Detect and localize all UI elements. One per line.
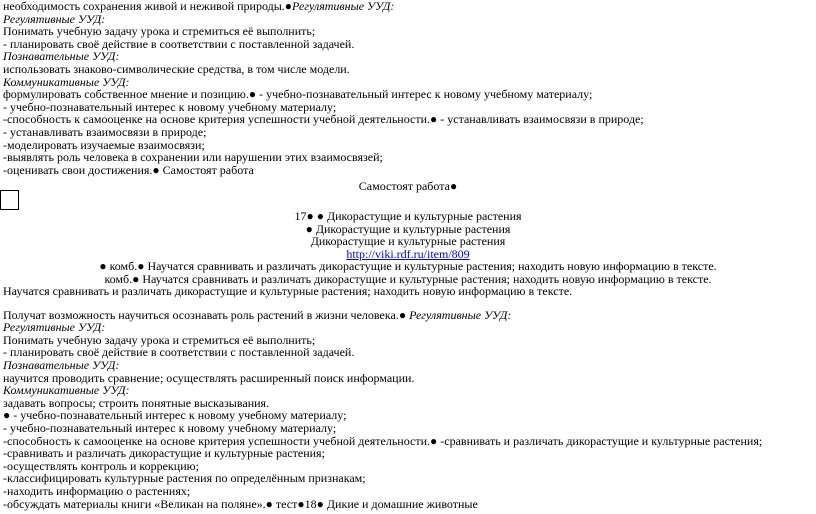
lesson-number: 17 (294, 208, 307, 223)
text-line (0, 498, 816, 511)
line-text: -моделировать изучаемые взаимосвязи; (3, 137, 205, 152)
line-text: -способность к самооценке на основе критерия успешности учебной деятельности. (3, 112, 431, 127)
komb-label-1: комб. (106, 259, 138, 274)
bullet-icon: ● (137, 259, 145, 274)
line-text: - учебно-познавательный интерес к новому учебному материалу; (10, 408, 347, 423)
line-text: - планировать своё действие в соответствии с поставленной задачей. (3, 345, 355, 360)
bullet-icon: ● (132, 271, 140, 286)
line-text: Понимать учебную задачу урока и стремиться её выполнить; (3, 332, 316, 347)
text-line (0, 38, 816, 51)
bullet-icon: ● (152, 162, 160, 177)
line-text: Понимать учебную задачу урока и стремиться её выполнить; (3, 24, 316, 39)
text-line (0, 346, 816, 359)
upper-text-block (0, 0, 816, 176)
centered-line-samost (0, 180, 816, 193)
lesson-heading-2: Дикорастущие и культурные растения (312, 221, 511, 236)
text-line (0, 285, 816, 298)
line-text: - планировать своё действие в соответствии с поставленной задачей. (3, 36, 355, 51)
line-text: -выявлять роль человека в сохранении или нарушении этих взаимосвязей; (3, 150, 383, 165)
bullet-icon: ● (398, 307, 407, 322)
bullet-icon: ● (265, 496, 273, 511)
line-text: -оценивать свои достижения. (3, 162, 153, 177)
line-text: -сравнивать и различать дикорастущие и культурные растения; (3, 446, 325, 461)
bullet-icon: ● (316, 208, 324, 223)
lesson-heading-1: Дикорастущие и культурные растения (323, 208, 522, 223)
text-line (0, 309, 816, 322)
line-text: научится проводить сравнение; осуществлять расширенный поиск информации. (3, 370, 415, 385)
lesson-heading-3: Дикорастущие и культурные растения (310, 234, 506, 249)
line-continuation: - учебно-познавательный интерес к новому учебному материалу; (256, 87, 593, 102)
line-text: -осуществлять контроль и коррекцию; (3, 458, 199, 473)
line-continuation: -сравнивать и различать дикорастущие и культурные растения; (437, 433, 763, 448)
section-label: Регулятивные УУД: (406, 307, 512, 322)
bullet-icon: ● (99, 259, 107, 274)
line-text: - учебно-познавательный интерес к новому учебному материалу; (3, 99, 337, 114)
bullet-icon: ● (449, 179, 458, 194)
komb-text-1: Научатся сравнивать и различать дикорастущие и культурные растения; находить новую информацию в тексте. (144, 259, 717, 274)
line-text: - учебно-познавательный интерес к новому учебному материалу; (3, 421, 337, 435)
next-lesson-title: Дикие и домашние животные (323, 496, 478, 511)
section-label: Регулятивные УУД: (3, 320, 106, 335)
bullet-icon: ● (430, 112, 438, 127)
section-label: Познавательные УУД: (3, 358, 120, 373)
bullet-icon: ● (430, 433, 438, 448)
section-label: Коммуникативные УУД: (3, 383, 130, 398)
bullet-icon: ● (297, 496, 305, 511)
bullet-icon: ● (3, 408, 11, 423)
section-label: Познавательные УУД: (3, 49, 120, 64)
resource-link[interactable]: http://viki.rdf.ru/item/809 (346, 246, 470, 261)
line-text: -способность к самооценке на основе критерия успешности учебной деятельности. (3, 433, 431, 448)
section-label: Регулятивные УУД: (3, 11, 106, 26)
bullet-icon: ● (284, 0, 293, 13)
line-text: - устанавливать взаимосвязи в природе; (3, 124, 207, 139)
line-text: Научатся сравнивать и различать дикорастущие и культурные растения; находить новую информацию в тексте. (3, 284, 573, 299)
line-text: -классифицировать культурные растения по определённым признакам; (3, 471, 366, 486)
section-label: Коммуникативные УУД: (3, 74, 130, 89)
line-continuation: Самостоят работа (159, 162, 254, 177)
line-continuation: - устанавливать взаимосвязи в природе; (437, 112, 644, 127)
lower-text-block (0, 285, 816, 510)
bullet-icon: ● (305, 221, 313, 236)
bullet-icon: ● (316, 496, 324, 511)
line-text: задавать вопросы; строить понятные высказывания. (3, 395, 270, 410)
text-line (0, 164, 816, 177)
section-label: Регулятивные УУД: (292, 0, 395, 13)
line-text: Получат возможность научиться осознавать роль растений в жизни человека. (3, 307, 399, 322)
samost-text: Самостоят работа (358, 179, 450, 194)
line-text: использовать знаково-символические средства, в том числе модели. (3, 61, 350, 76)
bullet-icon: ● (306, 208, 314, 223)
line-text: -находить информацию о растениях; (3, 483, 191, 498)
text-line (0, 0, 816, 13)
bullet-icon: ● (248, 87, 257, 102)
line-text: формулировать собственное мнение и позицию. (3, 87, 249, 102)
komb-text-2: Научатся сравнивать и различать дикорастущие и культурные растения; находить новую информацию в тексте. (139, 271, 712, 286)
lesson-number: 18 (304, 496, 317, 511)
komb-label-2: комб. (104, 271, 133, 286)
line-text: необходимость сохранения живой и неживой природы. (3, 0, 285, 13)
empty-box (0, 190, 19, 210)
line-continuation: тест (272, 496, 298, 511)
line-text: -обсуждать материалы книги «Великан на поляне». (3, 496, 266, 511)
